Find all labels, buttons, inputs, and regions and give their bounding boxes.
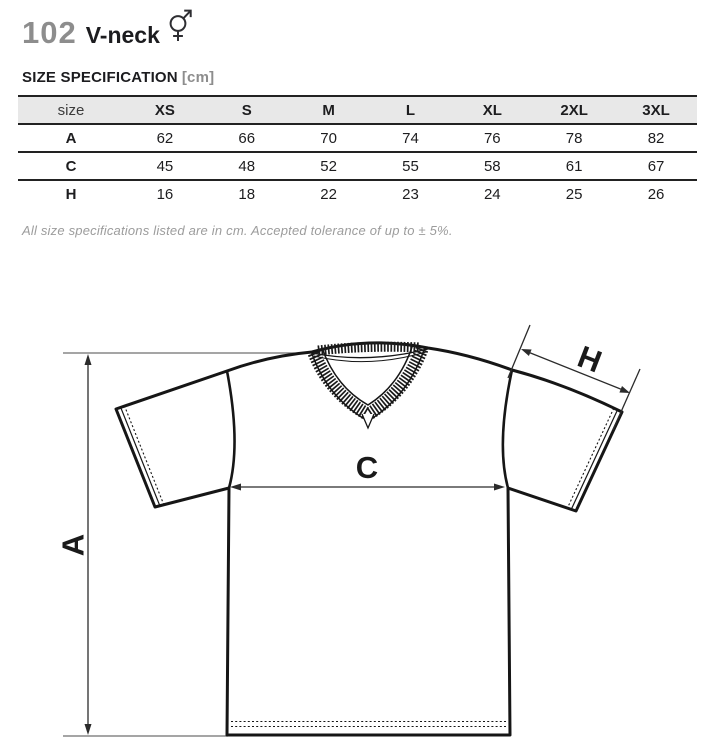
table-cell: 78 <box>533 124 615 152</box>
table-cell: 26 <box>647 185 665 203</box>
table-cell: 67 <box>615 152 697 180</box>
table-cell: 18 <box>238 185 256 203</box>
column-header-3xl: 3XL <box>615 96 697 124</box>
tshirt-diagram <box>0 240 706 750</box>
product-name: V-neck <box>85 22 160 48</box>
section-heading <box>22 69 214 86</box>
arrowhead-upleft-icon <box>521 349 532 356</box>
row-label: C <box>18 152 124 180</box>
section-heading-text: SIZE SPECIFICATION <box>22 69 178 86</box>
tolerance-note: All size specifications listed are in cm. Accepted tolerance of up to ± 5%. <box>22 223 453 238</box>
table-cell: 52 <box>288 152 370 180</box>
column-header-xs: XS <box>124 96 206 124</box>
label-a: A <box>55 533 91 557</box>
row-label: H <box>65 185 77 203</box>
table-cell: 76 <box>451 124 533 152</box>
column-header-size: size <box>18 96 124 124</box>
male-and-female-icon <box>167 6 194 43</box>
table-cell: 16 <box>156 185 174 203</box>
table-row-h <box>18 180 697 207</box>
table-cell: 48 <box>206 152 288 180</box>
page-title <box>22 6 194 51</box>
table-cell: 23 <box>402 185 419 203</box>
table-cell: 24 <box>483 185 501 203</box>
table-cell: 82 <box>615 124 697 152</box>
table-row-c <box>18 152 697 180</box>
table-cell: 61 <box>533 152 615 180</box>
row-label: A <box>18 124 124 152</box>
tshirt-drawing-svg <box>0 240 706 750</box>
table-cell: 55 <box>370 152 452 180</box>
label-c: C <box>355 450 379 485</box>
table-cell: 25 <box>565 185 583 203</box>
column-header-m: M <box>288 96 370 124</box>
column-header-2xl: 2XL <box>533 96 615 124</box>
product-number: 102 <box>22 15 77 50</box>
table-header-row <box>18 96 697 124</box>
table-cell: 74 <box>370 124 452 152</box>
table-row-a <box>18 124 697 152</box>
tshirt-outline <box>116 343 622 735</box>
size-table <box>18 95 697 207</box>
section-unit: [cm] <box>181 69 215 86</box>
arrowhead-down-icon <box>85 724 92 735</box>
table-cell: 70 <box>288 124 370 152</box>
arrowhead-downright-icon <box>619 386 630 393</box>
table-cell: 45 <box>124 152 206 180</box>
label-h: H <box>573 338 607 380</box>
table-cell: 22 <box>320 185 337 203</box>
table-cell: 58 <box>451 152 533 180</box>
column-header-s: S <box>206 96 288 124</box>
table-cell: 66 <box>206 124 288 152</box>
dimension-a <box>56 354 92 735</box>
table-cell: 62 <box>124 124 206 152</box>
arrowhead-up-icon <box>85 354 92 365</box>
column-header-xl: XL <box>451 96 533 124</box>
column-header-l: L <box>370 96 452 124</box>
